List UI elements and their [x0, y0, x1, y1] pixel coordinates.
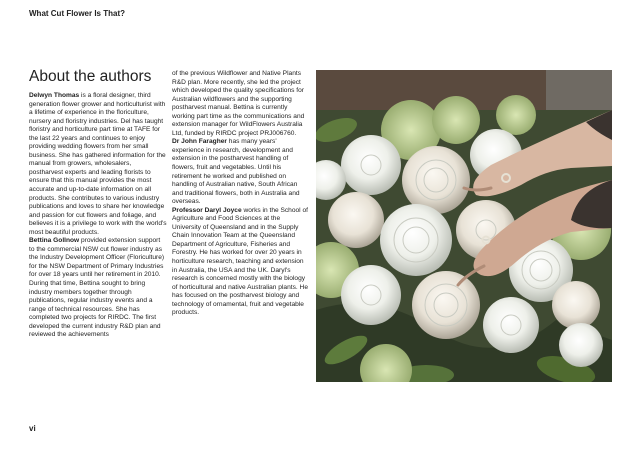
running-header: What Cut Flower Is That? [29, 9, 125, 18]
author-bio-delwyn [29, 92, 167, 237]
left-column [29, 92, 167, 340]
author-bio-text: provided extension support to the commercial NSW cut flower industry as the Industry Development Officer (Floriculture) for the NSW Department of Primary Industries for over 18 years until her retirement in 2010. During that time, Bettina sought to bring industry members together through publications, regular industry events and a range of technical resources. She has completed two projects for RIRDC. The first developed the current industry R&D plan and reviewed the achievements [29, 237, 165, 339]
middle-column [172, 70, 310, 318]
author-name: Bettina Gollnow [29, 237, 80, 245]
author-bio-bettina [29, 237, 167, 340]
author-name: Delwyn Thomas [29, 92, 80, 99]
section-title: About the authors [29, 68, 152, 85]
author-bio-john [172, 138, 310, 206]
author-bio-text: is a floral designer, third generation flower grower and horticulturist with a lifetime of experience in the floriculture, nursery and floristry industries. Del has taught floristry and horticulture part time at TAFE for the last 22 years and continues to enjoy providing wedding flowers from her small business. She has gathered information for the manual from growers, wholesalers, postharvest experts and leading florists to ensure that this manual provides the most accurate and up-to-date information on all products. She contributes to various industry publications and loves to share her knowledge and passion for cut flowers and foliage, and believes it is a privilege to work with the world's most beautiful products. [29, 92, 167, 236]
author-name: Dr John Faragher [172, 138, 227, 146]
author-bio-text: has many years' experience in research, development and extension in the postharvest handling of flowers, fruit and vegetables. Until his retirement he worked and published on handling of Australian native, South African and traditional flowers, both in Australia and overseas. [172, 138, 300, 206]
author-bio-text: works in the School of Agriculture and Food Sciences at the University of Queensland and in the Supply Chain Innovation Team at the Queensland Department of Agriculture, Fisheries and Forestry. He has worked for over 20 years in horticulture research, teaching and extension in Australia, the USA and the UK. Daryl's research is concerned mostly with the biology of horticultural and native Australian plants. He has focused on the postharvest biology and technology of ornamental, fruit and vegetable products. [172, 206, 308, 317]
page-number: vi [29, 424, 36, 433]
author-name: Professor Daryl Joyce [172, 206, 242, 214]
author-bio-bettina-continued: of the previous Wildflower and Native Plants R&D plan. More recently, she led the project which developed the quality specifications for Australian wildflowers and the supporting postharvest manual. Bettina is currently working part time as the communications and extension manager for WildFlowers Australia Ltd, funded by RIRDC project PRJ006760. [172, 70, 305, 137]
author-bio-daryl [172, 207, 310, 318]
flower-arrangement-photo [316, 70, 612, 382]
